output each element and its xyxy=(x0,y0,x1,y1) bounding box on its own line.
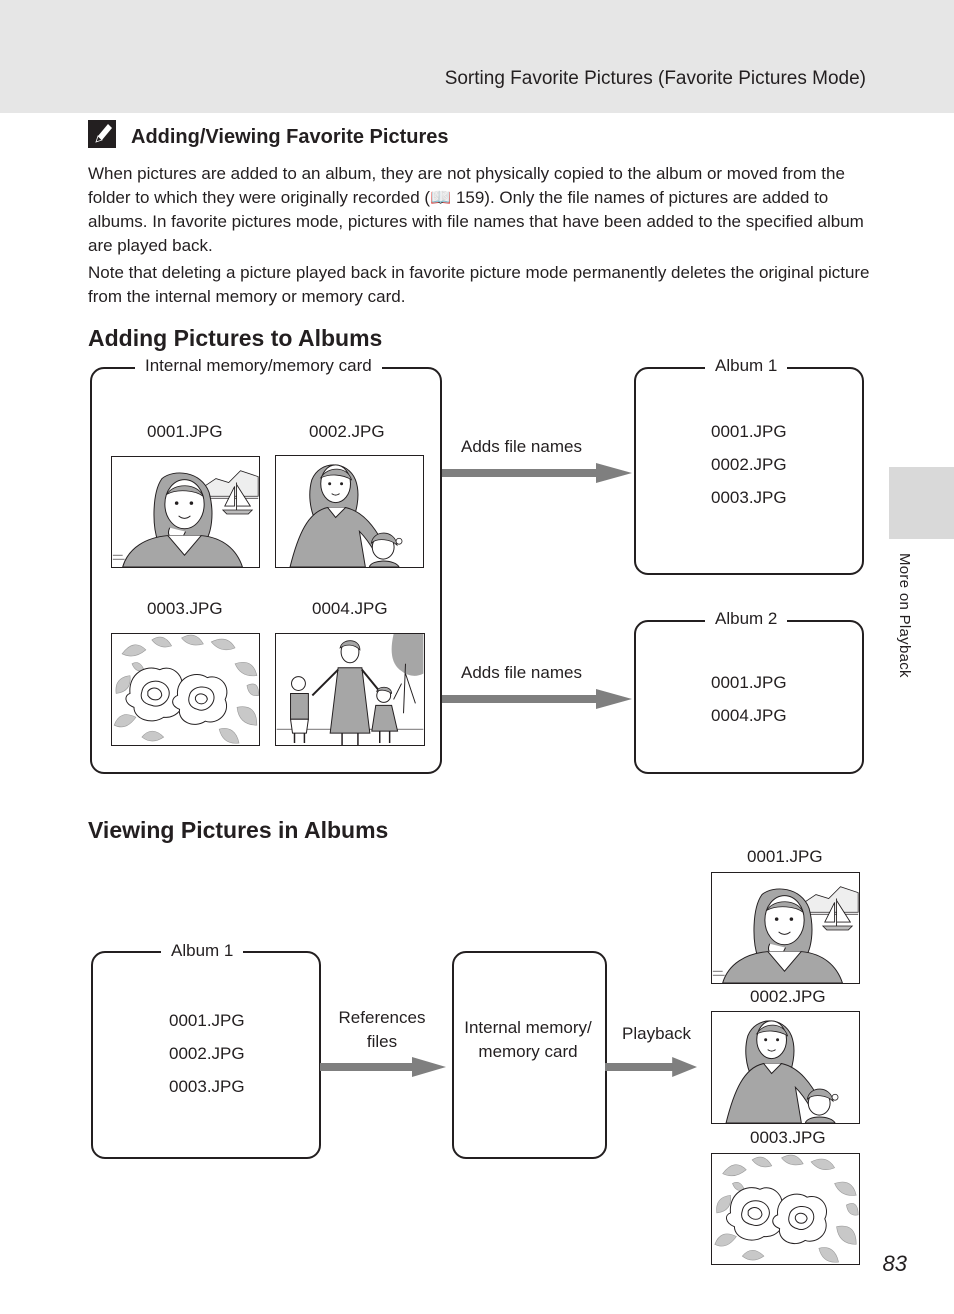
file-label: 0001.JPG xyxy=(747,847,823,866)
arrow xyxy=(605,1056,697,1078)
photo-thumbnail xyxy=(711,1153,860,1265)
arrow-label: References files xyxy=(338,1008,426,1051)
album-label: Album 2 xyxy=(705,609,787,629)
arrow-label: Adds file names xyxy=(461,663,582,682)
file-label: 0001.JPG xyxy=(147,422,223,441)
page-header-title: Sorting Favorite Pictures (Favorite Pictures Mode) xyxy=(444,68,866,89)
section-title-viewing: Viewing Pictures in Albums xyxy=(88,817,389,843)
section-tab-label: More on Playback xyxy=(896,553,913,678)
album-file: 0004.JPG xyxy=(711,706,787,725)
file-label: 0003.JPG xyxy=(750,1128,826,1147)
arrow xyxy=(442,688,632,710)
photo-thumbnail xyxy=(711,1011,860,1124)
album-file: 0002.JPG xyxy=(711,455,787,474)
section-title-adding: Adding Pictures to Albums xyxy=(88,325,383,351)
album-file: 0002.JPG xyxy=(169,1044,245,1063)
note-paragraph-2: Note that deleting a picture played back in favorite picture mode permanently deletes the original picture from the internal memory or memory card. xyxy=(88,263,870,306)
file-label: 0003.JPG xyxy=(147,599,223,618)
arrow xyxy=(320,1056,446,1078)
photo-thumbnail xyxy=(275,455,424,568)
arrow xyxy=(442,462,632,484)
note-title: Adding/Viewing Favorite Pictures xyxy=(131,126,449,148)
section-tab xyxy=(889,467,954,539)
memory-card-label: Internal memory/ memory card xyxy=(464,1018,592,1061)
file-label: 0004.JPG xyxy=(312,599,388,618)
note-paragraph-1: When pictures are added to an album, they are not physically copied to the album or moved from the folder to which they were originally recorded (📖 159). Only the file names of pictures are added to albums. In favorite pictures mode, pictures with file names that have been added to the specified album are played back. xyxy=(88,164,864,255)
memory-card-label: Internal memory/memory card xyxy=(135,356,382,376)
photo-thumbnail xyxy=(275,633,425,746)
album-label: Album 1 xyxy=(161,941,243,961)
photo-thumbnail xyxy=(111,633,260,746)
arrow-label: Playback xyxy=(622,1024,691,1043)
header-band xyxy=(0,0,954,113)
file-label: 0002.JPG xyxy=(309,422,385,441)
album-frame xyxy=(634,620,864,774)
page-number: 83 xyxy=(882,1251,907,1276)
arrow-label: Adds file names xyxy=(461,437,582,456)
album-file: 0003.JPG xyxy=(711,488,787,507)
photo-thumbnail xyxy=(711,872,860,984)
album-file: 0001.JPG xyxy=(169,1011,245,1030)
album-file: 0001.JPG xyxy=(711,673,787,692)
album-file: 0001.JPG xyxy=(711,422,787,441)
album-file: 0003.JPG xyxy=(169,1077,245,1096)
pencil-note-icon xyxy=(88,120,116,148)
photo-thumbnail xyxy=(111,456,260,568)
file-label: 0002.JPG xyxy=(750,987,826,1006)
album-label: Album 1 xyxy=(705,356,787,376)
